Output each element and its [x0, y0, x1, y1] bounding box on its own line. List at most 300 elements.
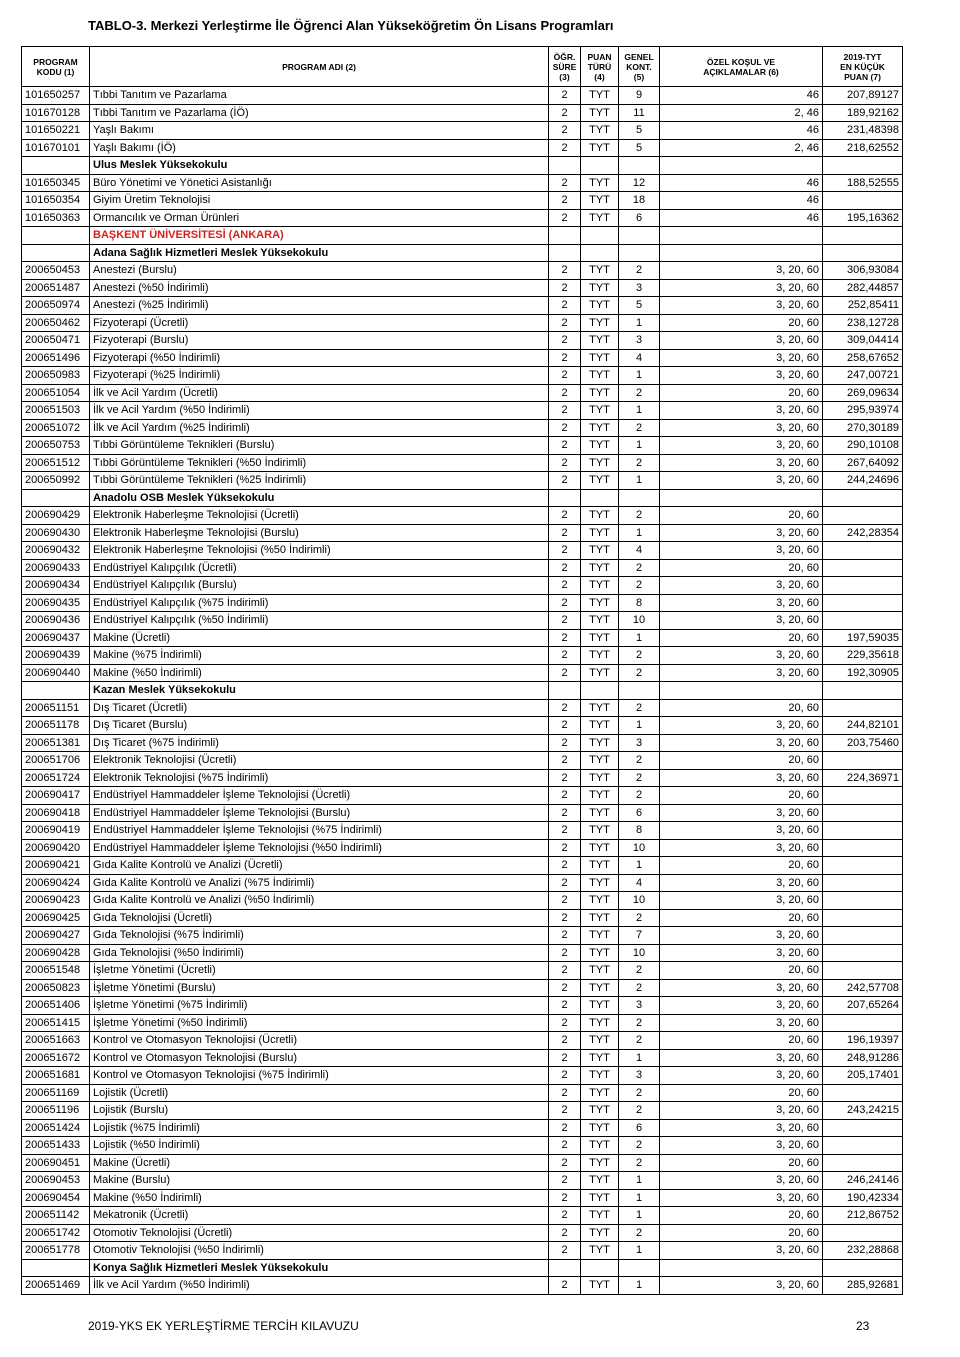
- cell-notes: 3, 20, 60: [660, 664, 823, 682]
- cell-notes: 20, 60: [660, 507, 823, 525]
- cell-min-score: 189,92162: [823, 104, 903, 122]
- cell-program-code: 200651724: [22, 769, 90, 787]
- cell-notes: 20, 60: [660, 1224, 823, 1242]
- cell-min-score: 270,30189: [823, 419, 903, 437]
- cell-duration: 2: [549, 717, 581, 735]
- cell-duration: 2: [549, 664, 581, 682]
- cell-min-score: 196,19397: [823, 1032, 903, 1050]
- cell-score-type: TYT: [581, 332, 619, 350]
- cell-duration: 2: [549, 927, 581, 945]
- cell-score-type: TYT: [581, 962, 619, 980]
- header-quota: GENEL KONT. (5): [619, 47, 660, 87]
- cell-quota: 8: [619, 822, 660, 840]
- cell-notes: 20, 60: [660, 699, 823, 717]
- empty-cell: [22, 682, 90, 700]
- cell-notes: 20, 60: [660, 857, 823, 875]
- footer-guide-title: 2019-YKS EK YERLEŞTİRME TERCİH KILAVUZU: [88, 1319, 359, 1333]
- subunit-name: Ulus Meslek Yüksekokulu: [90, 157, 549, 175]
- cell-score-type: TYT: [581, 349, 619, 367]
- cell-score-type: TYT: [581, 402, 619, 420]
- cell-program-code: 200651496: [22, 349, 90, 367]
- cell-program-name: Endüstriyel Kalıpçılık (%50 İndirimli): [90, 612, 549, 630]
- cell-program-code: 200651706: [22, 752, 90, 770]
- cell-program-code: 200690418: [22, 804, 90, 822]
- cell-notes: 3, 20, 60: [660, 1119, 823, 1137]
- cell-notes: 3, 20, 60: [660, 1049, 823, 1067]
- cell-score-type: TYT: [581, 909, 619, 927]
- cell-duration: 2: [549, 437, 581, 455]
- cell-notes: 3, 20, 60: [660, 717, 823, 735]
- cell-score-type: TYT: [581, 1014, 619, 1032]
- cell-program-name: Otomotiv Teknolojisi (%50 İndirimli): [90, 1242, 549, 1260]
- university-row: [22, 227, 903, 245]
- cell-program-code: 200690430: [22, 524, 90, 542]
- cell-duration: 2: [549, 979, 581, 997]
- cell-duration: 2: [549, 419, 581, 437]
- cell-duration: 2: [549, 699, 581, 717]
- cell-quota: 2: [619, 262, 660, 280]
- table-row: [22, 699, 903, 717]
- cell-program-name: Ormancılık ve Orman Ürünleri: [90, 209, 549, 227]
- cell-score-type: TYT: [581, 122, 619, 140]
- cell-score-type: TYT: [581, 542, 619, 560]
- cell-duration: 2: [549, 1277, 581, 1295]
- cell-score-type: TYT: [581, 717, 619, 735]
- cell-min-score: 244,82101: [823, 717, 903, 735]
- cell-program-name: Tıbbi Görüntüleme Teknikleri (%25 İndirimli): [90, 472, 549, 490]
- cell-quota: 1: [619, 1242, 660, 1260]
- table-row: [22, 752, 903, 770]
- cell-program-code: 200651548: [22, 962, 90, 980]
- table-row: [22, 209, 903, 227]
- cell-program-name: Endüstriyel Kalıpçılık (Ücretli): [90, 559, 549, 577]
- cell-score-type: TYT: [581, 1277, 619, 1295]
- empty-cell: [823, 1259, 903, 1277]
- cell-program-code: 200690419: [22, 822, 90, 840]
- cell-program-name: Fizyoterapi (Burslu): [90, 332, 549, 350]
- empty-cell: [22, 157, 90, 175]
- cell-duration: 2: [549, 472, 581, 490]
- cell-duration: 2: [549, 1049, 581, 1067]
- cell-program-code: 200651487: [22, 279, 90, 297]
- cell-min-score: 242,28354: [823, 524, 903, 542]
- cell-program-code: 200690453: [22, 1172, 90, 1190]
- cell-program-name: Fizyoterapi (Ücretli): [90, 314, 549, 332]
- cell-program-name: Kontrol ve Otomasyon Teknolojisi (Ücretli): [90, 1032, 549, 1050]
- empty-cell: [823, 682, 903, 700]
- cell-score-type: TYT: [581, 1032, 619, 1050]
- table-row: [22, 857, 903, 875]
- cell-min-score: 195,16362: [823, 209, 903, 227]
- cell-duration: 2: [549, 122, 581, 140]
- table-row: [22, 647, 903, 665]
- table-row: [22, 367, 903, 385]
- cell-notes: 3, 20, 60: [660, 1172, 823, 1190]
- cell-program-code: 200690433: [22, 559, 90, 577]
- cell-notes: 20, 60: [660, 787, 823, 805]
- table-row: [22, 612, 903, 630]
- cell-duration: 2: [549, 1032, 581, 1050]
- cell-score-type: TYT: [581, 944, 619, 962]
- cell-program-name: İlk ve Acil Yardım (%50 İndirimli): [90, 402, 549, 420]
- cell-quota: 2: [619, 699, 660, 717]
- empty-cell: [549, 682, 581, 700]
- cell-score-type: TYT: [581, 384, 619, 402]
- cell-min-score: [823, 909, 903, 927]
- subunit-name: Konya Sağlık Hizmetleri Meslek Yüksekokulu: [90, 1259, 549, 1277]
- cell-program-code: 200651503: [22, 402, 90, 420]
- cell-quota: 2: [619, 787, 660, 805]
- cell-min-score: [823, 594, 903, 612]
- cell-quota: 11: [619, 104, 660, 122]
- empty-cell: [619, 489, 660, 507]
- header-notes: ÖZEL KOŞUL VE AÇIKLAMALAR (6): [660, 47, 823, 87]
- cell-quota: 6: [619, 804, 660, 822]
- cell-quota: 1: [619, 402, 660, 420]
- table-row: [22, 1067, 903, 1085]
- cell-score-type: TYT: [581, 629, 619, 647]
- cell-program-name: Fizyoterapi (%25 İndirimli): [90, 367, 549, 385]
- program-table: [21, 46, 903, 1295]
- cell-program-code: 200651381: [22, 734, 90, 752]
- cell-program-name: Gıda Teknolojisi (Ücretli): [90, 909, 549, 927]
- cell-min-score: 212,86752: [823, 1207, 903, 1225]
- cell-score-type: TYT: [581, 577, 619, 595]
- cell-score-type: TYT: [581, 1137, 619, 1155]
- cell-notes: 3, 20, 60: [660, 1067, 823, 1085]
- table-row: [22, 279, 903, 297]
- cell-notes: 3, 20, 60: [660, 472, 823, 490]
- cell-program-name: Dış Ticaret (Ücretli): [90, 699, 549, 717]
- cell-notes: 46: [660, 174, 823, 192]
- cell-program-name: Dış Ticaret (%75 İndirimli): [90, 734, 549, 752]
- table-header-row: [22, 47, 903, 87]
- table-row: [22, 839, 903, 857]
- table-row: [22, 104, 903, 122]
- cell-program-code: 101650221: [22, 122, 90, 140]
- cell-score-type: TYT: [581, 1084, 619, 1102]
- cell-duration: 2: [549, 297, 581, 315]
- cell-duration: 2: [549, 559, 581, 577]
- cell-notes: 2, 46: [660, 104, 823, 122]
- table-row: [22, 1084, 903, 1102]
- cell-quota: 2: [619, 1014, 660, 1032]
- cell-notes: 3, 20, 60: [660, 822, 823, 840]
- cell-score-type: TYT: [581, 1067, 619, 1085]
- cell-quota: 5: [619, 139, 660, 157]
- cell-program-code: 200650471: [22, 332, 90, 350]
- cell-program-code: 200651512: [22, 454, 90, 472]
- table-row: [22, 1242, 903, 1260]
- table-row: [22, 559, 903, 577]
- cell-quota: 1: [619, 314, 660, 332]
- empty-cell: [619, 682, 660, 700]
- cell-duration: 2: [549, 209, 581, 227]
- cell-program-code: 200690435: [22, 594, 90, 612]
- cell-score-type: TYT: [581, 437, 619, 455]
- cell-score-type: TYT: [581, 734, 619, 752]
- table-row: [22, 909, 903, 927]
- cell-notes: 3, 20, 60: [660, 367, 823, 385]
- cell-score-type: TYT: [581, 87, 619, 105]
- header-program-name: PROGRAM ADI (2): [90, 47, 549, 87]
- cell-score-type: TYT: [581, 472, 619, 490]
- table-row: [22, 594, 903, 612]
- cell-duration: 2: [549, 997, 581, 1015]
- cell-quota: 2: [619, 1032, 660, 1050]
- table-row: [22, 524, 903, 542]
- table-row: [22, 577, 903, 595]
- cell-notes: 3, 20, 60: [660, 612, 823, 630]
- cell-program-code: 200690420: [22, 839, 90, 857]
- cell-quota: 5: [619, 297, 660, 315]
- cell-min-score: [823, 1224, 903, 1242]
- cell-min-score: 231,48398: [823, 122, 903, 140]
- table-row: [22, 734, 903, 752]
- cell-quota: 10: [619, 892, 660, 910]
- cell-min-score: 282,44857: [823, 279, 903, 297]
- cell-score-type: TYT: [581, 507, 619, 525]
- cell-program-code: 200690432: [22, 542, 90, 560]
- header-score-type: PUAN TÜRÜ (4): [581, 47, 619, 87]
- cell-notes: 3, 20, 60: [660, 804, 823, 822]
- table-row: [22, 349, 903, 367]
- table-row: [22, 122, 903, 140]
- cell-min-score: 224,36971: [823, 769, 903, 787]
- cell-notes: 3, 20, 60: [660, 279, 823, 297]
- cell-program-code: 200650453: [22, 262, 90, 280]
- cell-program-code: 200690437: [22, 629, 90, 647]
- cell-program-name: Anestezi (%25 İndirimli): [90, 297, 549, 315]
- cell-min-score: 205,17401: [823, 1067, 903, 1085]
- cell-program-name: Tıbbi Tanıtım ve Pazarlama (İÖ): [90, 104, 549, 122]
- empty-cell: [823, 489, 903, 507]
- cell-quota: 7: [619, 927, 660, 945]
- cell-program-name: Gıda Teknolojisi (%50 İndirimli): [90, 944, 549, 962]
- cell-quota: 3: [619, 1067, 660, 1085]
- empty-cell: [619, 1259, 660, 1277]
- university-name: BAŞKENT ÜNİVERSİTESİ (ANKARA): [90, 227, 549, 245]
- cell-duration: 2: [549, 87, 581, 105]
- empty-cell: [619, 157, 660, 175]
- cell-min-score: [823, 874, 903, 892]
- cell-score-type: TYT: [581, 857, 619, 875]
- subunit-name: Adana Sağlık Hizmetleri Meslek Yüksekokulu: [90, 244, 549, 262]
- cell-score-type: TYT: [581, 1119, 619, 1137]
- cell-score-type: TYT: [581, 594, 619, 612]
- cell-notes: 3, 20, 60: [660, 437, 823, 455]
- cell-program-code: 200690439: [22, 647, 90, 665]
- cell-duration: 2: [549, 822, 581, 840]
- empty-cell: [581, 157, 619, 175]
- cell-program-code: 200651424: [22, 1119, 90, 1137]
- cell-score-type: TYT: [581, 892, 619, 910]
- cell-notes: 3, 20, 60: [660, 1137, 823, 1155]
- cell-notes: 20, 60: [660, 1084, 823, 1102]
- cell-program-code: 200651681: [22, 1067, 90, 1085]
- cell-program-name: Kontrol ve Otomasyon Teknolojisi (Burslu): [90, 1049, 549, 1067]
- cell-quota: 2: [619, 1102, 660, 1120]
- empty-cell: [549, 157, 581, 175]
- cell-score-type: TYT: [581, 1172, 619, 1190]
- cell-notes: 3, 20, 60: [660, 979, 823, 997]
- cell-quota: 4: [619, 542, 660, 560]
- cell-program-name: Elektronik Haberleşme Teknolojisi (%50 İndirimli): [90, 542, 549, 560]
- cell-min-score: 247,00721: [823, 367, 903, 385]
- header-min-score: 2019-TYT EN KÜÇÜK PUAN (7): [823, 47, 903, 87]
- cell-min-score: [823, 542, 903, 560]
- cell-quota: 3: [619, 332, 660, 350]
- cell-notes: 3, 20, 60: [660, 647, 823, 665]
- cell-min-score: 267,64092: [823, 454, 903, 472]
- cell-min-score: 246,24146: [823, 1172, 903, 1190]
- cell-program-name: Endüstriyel Hammaddeler İşleme Teknolojisi (Burslu): [90, 804, 549, 822]
- cell-program-name: Endüstriyel Hammaddeler İşleme Teknolojisi (Ücretli): [90, 787, 549, 805]
- cell-program-name: Mekatronik (Ücretli): [90, 1207, 549, 1225]
- cell-notes: 3, 20, 60: [660, 577, 823, 595]
- cell-score-type: TYT: [581, 174, 619, 192]
- cell-quota: 2: [619, 559, 660, 577]
- cell-notes: 3, 20, 60: [660, 419, 823, 437]
- cell-duration: 2: [549, 857, 581, 875]
- cell-score-type: TYT: [581, 297, 619, 315]
- cell-program-code: 200651663: [22, 1032, 90, 1050]
- cell-score-type: TYT: [581, 419, 619, 437]
- cell-duration: 2: [549, 629, 581, 647]
- cell-program-code: 101650363: [22, 209, 90, 227]
- cell-duration: 2: [549, 349, 581, 367]
- cell-min-score: [823, 559, 903, 577]
- cell-program-code: 200651406: [22, 997, 90, 1015]
- cell-notes: 3, 20, 60: [660, 1102, 823, 1120]
- subunit-row: [22, 682, 903, 700]
- empty-cell: [22, 227, 90, 245]
- cell-min-score: 192,30905: [823, 664, 903, 682]
- table-row: [22, 192, 903, 210]
- page-title: TABLO-3. Merkezi Yerleştirme İle Öğrenci Alan Yükseköğretim Ön Lisans Programları: [88, 18, 614, 33]
- table-row: [22, 402, 903, 420]
- cell-program-code: 200690427: [22, 927, 90, 945]
- cell-program-code: 200690423: [22, 892, 90, 910]
- cell-notes: 46: [660, 87, 823, 105]
- cell-quota: 1: [619, 437, 660, 455]
- cell-program-name: İlk ve Acil Yardım (Ücretli): [90, 384, 549, 402]
- empty-cell: [581, 227, 619, 245]
- cell-program-name: İşletme Yönetimi (Ücretli): [90, 962, 549, 980]
- cell-program-name: Makine (Ücretli): [90, 1154, 549, 1172]
- cell-duration: 2: [549, 944, 581, 962]
- cell-min-score: [823, 192, 903, 210]
- table-row: [22, 822, 903, 840]
- cell-quota: 4: [619, 349, 660, 367]
- cell-quota: 10: [619, 612, 660, 630]
- cell-program-code: 200651169: [22, 1084, 90, 1102]
- cell-min-score: [823, 804, 903, 822]
- cell-program-name: İşletme Yönetimi (Burslu): [90, 979, 549, 997]
- cell-quota: 2: [619, 1224, 660, 1242]
- cell-notes: 3, 20, 60: [660, 874, 823, 892]
- cell-quota: 1: [619, 857, 660, 875]
- cell-notes: 3, 20, 60: [660, 262, 823, 280]
- header-program-code: PROGRAM KODU (1): [22, 47, 90, 87]
- cell-duration: 2: [549, 612, 581, 630]
- cell-duration: 2: [549, 769, 581, 787]
- table-row: [22, 87, 903, 105]
- cell-program-name: Makine (%50 İndirimli): [90, 1189, 549, 1207]
- cell-min-score: 269,09634: [823, 384, 903, 402]
- subunit-name: Anadolu OSB Meslek Yüksekokulu: [90, 489, 549, 507]
- table-row: [22, 419, 903, 437]
- cell-program-name: Anestezi (Burslu): [90, 262, 549, 280]
- table-row: [22, 1102, 903, 1120]
- cell-quota: 5: [619, 122, 660, 140]
- cell-program-code: 200651778: [22, 1242, 90, 1260]
- cell-duration: 2: [549, 787, 581, 805]
- cell-program-name: Lojistik (Ücretli): [90, 1084, 549, 1102]
- cell-quota: 2: [619, 507, 660, 525]
- cell-quota: 2: [619, 419, 660, 437]
- cell-duration: 2: [549, 1014, 581, 1032]
- cell-program-code: 200651196: [22, 1102, 90, 1120]
- table-row: [22, 804, 903, 822]
- cell-score-type: TYT: [581, 559, 619, 577]
- cell-duration: 2: [549, 454, 581, 472]
- cell-score-type: TYT: [581, 874, 619, 892]
- cell-min-score: 188,52555: [823, 174, 903, 192]
- empty-cell: [549, 244, 581, 262]
- cell-score-type: TYT: [581, 839, 619, 857]
- table-row: [22, 1189, 903, 1207]
- empty-cell: [549, 489, 581, 507]
- cell-program-name: Lojistik (%50 İndirimli): [90, 1137, 549, 1155]
- table-row: [22, 944, 903, 962]
- cell-notes: 3, 20, 60: [660, 734, 823, 752]
- cell-notes: 46: [660, 122, 823, 140]
- empty-cell: [619, 227, 660, 245]
- table-row: [22, 384, 903, 402]
- empty-cell: [581, 682, 619, 700]
- table-row: [22, 1119, 903, 1137]
- cell-score-type: TYT: [581, 209, 619, 227]
- cell-notes: 20, 60: [660, 909, 823, 927]
- table-row: [22, 1049, 903, 1067]
- cell-program-code: 200651672: [22, 1049, 90, 1067]
- cell-program-name: Yaşlı Bakımı (İÖ): [90, 139, 549, 157]
- table-row: [22, 139, 903, 157]
- cell-score-type: TYT: [581, 524, 619, 542]
- cell-program-code: 200690436: [22, 612, 90, 630]
- subunit-name: Kazan Meslek Yüksekokulu: [90, 682, 549, 700]
- cell-duration: 2: [549, 804, 581, 822]
- cell-quota: 2: [619, 384, 660, 402]
- table-row: [22, 262, 903, 280]
- cell-min-score: 207,65264: [823, 997, 903, 1015]
- cell-program-code: 200651178: [22, 717, 90, 735]
- cell-min-score: 218,62552: [823, 139, 903, 157]
- cell-score-type: TYT: [581, 104, 619, 122]
- cell-duration: 2: [549, 1084, 581, 1102]
- cell-program-name: Büro Yönetimi ve Yönetici Asistanlığı: [90, 174, 549, 192]
- cell-notes: 3, 20, 60: [660, 1242, 823, 1260]
- cell-min-score: [823, 962, 903, 980]
- cell-quota: 1: [619, 629, 660, 647]
- cell-min-score: 306,93084: [823, 262, 903, 280]
- cell-program-code: 200651415: [22, 1014, 90, 1032]
- cell-score-type: TYT: [581, 979, 619, 997]
- cell-program-code: 200690424: [22, 874, 90, 892]
- cell-min-score: 238,12728: [823, 314, 903, 332]
- cell-min-score: [823, 822, 903, 840]
